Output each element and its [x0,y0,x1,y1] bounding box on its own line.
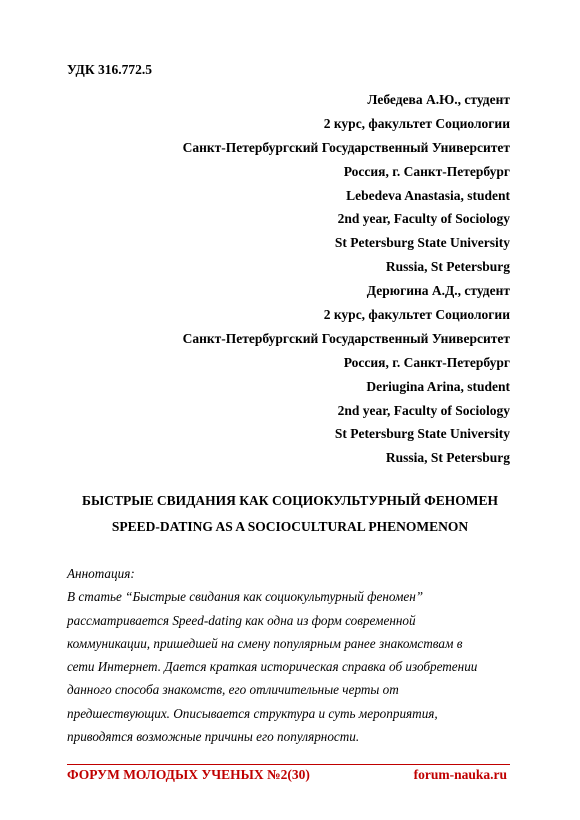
abstract-line: сети Интернет. Дается краткая историческая справка об изобретении [67,659,478,675]
abstract-heading: Аннотация: [67,566,135,581]
author-2-location-en: Russia, St Petersburg [385,450,510,466]
footer-journal-name: ФОРУМ МОЛОДЫХ УЧЕНЫХ №2(30) [67,767,310,782]
udc-code: УДК 316.772.5 [67,62,152,77]
abstract-line: предшествующих. Описывается структура и суть мероприятия, [67,705,438,721]
article-titles [60,488,520,540]
author-2-university-ru: Санкт-Петербургский Государственный Университет [182,330,510,346]
abstract-line: В статье “Быстрые свидания как социокультурный феномен” [67,589,424,605]
title-english: SPEED-DATING AS A SOCIOCULTURAL PHENOMENON [111,519,469,534]
author-1-course-ru: 2 курс, факультет Социологии [323,115,510,131]
footer-website-link[interactable]: forum-nauka.ru [413,767,507,782]
author-2-course-en: 2nd year, Faculty of Sociology [337,402,510,418]
author-1-name-ru: Лебедева А.Ю., студент [367,92,510,107]
abstract [67,562,517,748]
title-russian: БЫСТРЫЕ СВИДАНИЯ КАК СОЦИОКУЛЬТУРНЫЙ ФЕНОМЕН [82,493,498,508]
abstract-line: рассматривается Speed-dating как одна из форм современной [67,612,416,628]
author-2-name-en: Deriugina Arina, student [366,378,510,394]
author-2-course-ru: 2 курс, факультет Социологии [323,307,510,323]
abstract-line: данного способа знакомств, его отличительные черты от [67,682,399,698]
footer-divider [67,764,510,765]
abstract-line: коммуникации, пришедшей на смену популярным ранее знакомствам в [67,635,463,651]
author-2-location-ru: Россия, г. Санкт-Петербург [343,354,510,370]
author-1-location-en: Russia, St Petersburg [385,259,510,275]
author-2-university-en: St Petersburg State University [334,426,510,442]
author-block [183,88,510,470]
author-1-course-en: 2nd year, Faculty of Sociology [337,211,510,227]
author-2-name-ru: Дерюгина А.Д., студент [366,283,510,299]
abstract-line: приводятся возможные причины его популярности. [67,729,360,745]
author-1-name-en: Lebedeva Anastasia, student [346,187,510,203]
author-1-location-ru: Россия, г. Санкт-Петербург [343,163,510,179]
author-1-university-en: St Petersburg State University [334,235,510,251]
author-1-university-ru: Санкт-Петербургский Государственный Университет [182,139,510,155]
